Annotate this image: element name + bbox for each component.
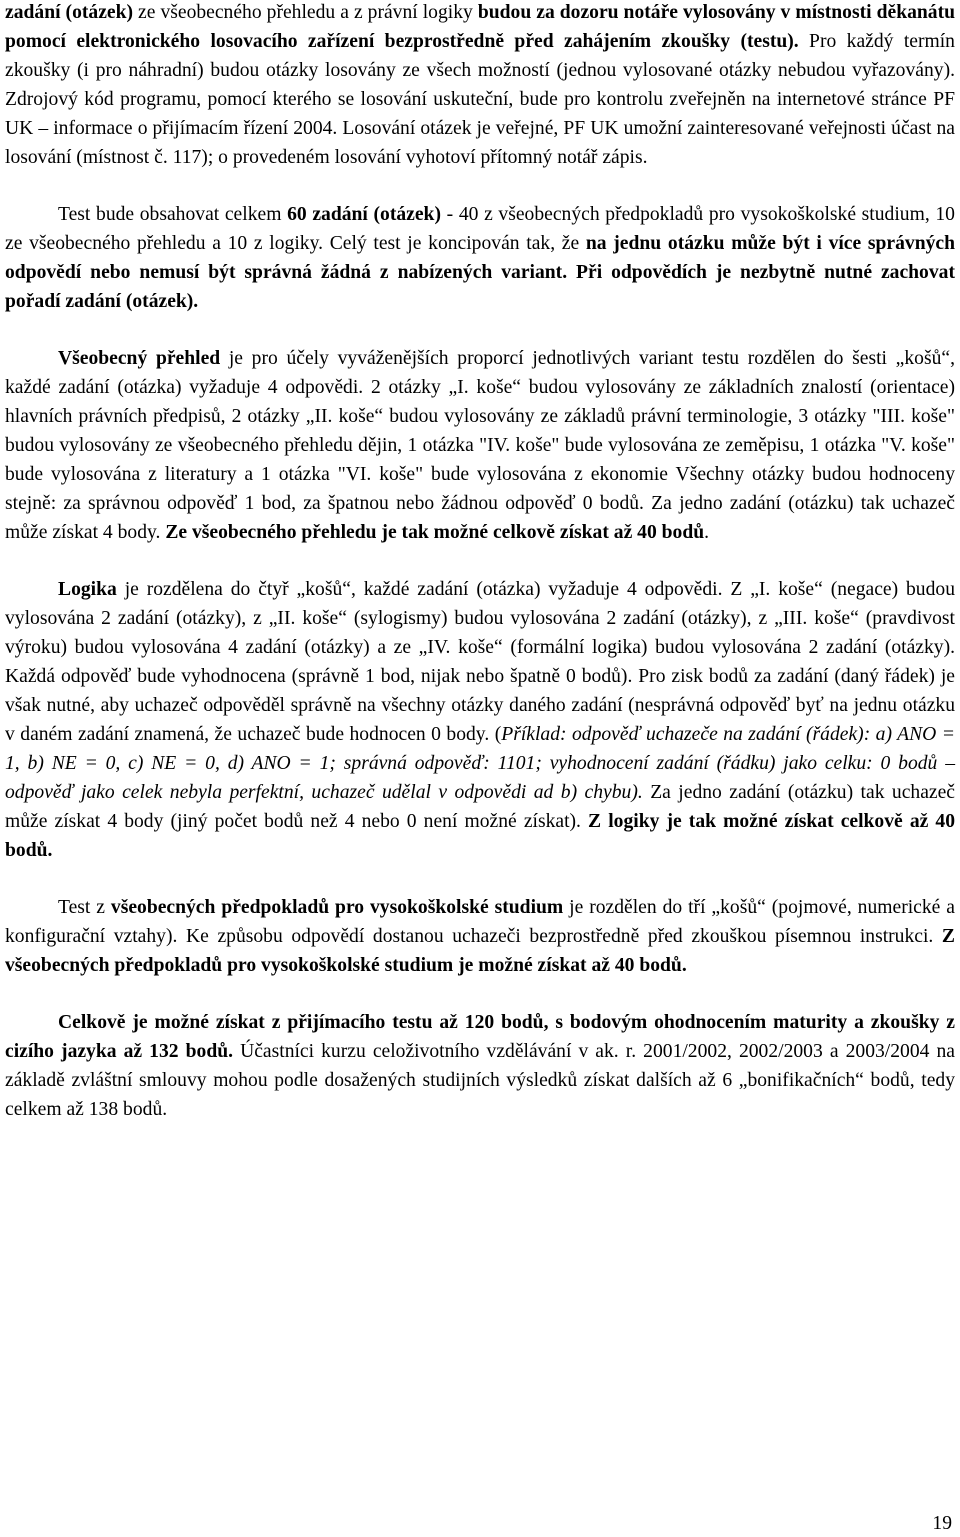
bold-text-run: 60 zadání (otázek) bbox=[287, 204, 441, 225]
text-run: - 40 z všeobecných předpokladů pro vysokoškolské studium, 10 ze všeobecného přehledu a 10 z logiky. Celý test je koncipován tak, že bbox=[5, 204, 955, 254]
paragraph-losovani bbox=[5, 0, 955, 172]
text-run: Test bude obsahovat celkem bbox=[58, 204, 288, 225]
text-run: . bbox=[704, 522, 710, 543]
document-page bbox=[5, 0, 955, 1124]
text-run: Test z bbox=[58, 897, 111, 918]
page-number: 19 bbox=[932, 1513, 952, 1534]
italic-text-run: Příklad: odpověď uchazeče na zadání (řádek): a) ANO = 1, b) NE = 0, c) NE = 0, d) ANO = 1; správná odpověď: 1101; vyhodnocení zadání (řádku) jako celku: 0 bodů – odpověď jako celek nebyla perfektní, uchazeč udělal v odpovědi ad b) chybu). bbox=[5, 724, 955, 803]
bold-text-run: zadání (otázek) bbox=[5, 2, 134, 23]
paragraph-celkove-body bbox=[5, 1008, 955, 1124]
paragraph-gap bbox=[5, 865, 955, 893]
paragraph-gap bbox=[5, 316, 955, 344]
paragraph-test-structure bbox=[5, 200, 955, 316]
bold-text-run: všeobecných předpokladů pro vysokoškolské studium bbox=[110, 897, 564, 918]
bold-text-run: budou za dozoru notáře vylosovány v místnosti děkanátu pomocí elektronického losovacího zařízení bezprostředně před zahájením zkoušky (testu). bbox=[5, 2, 955, 52]
paragraph-vseobecny-prehled bbox=[5, 344, 955, 547]
bold-text-run: Logika bbox=[58, 579, 117, 600]
bold-text-run: Při odpovědích je nezbytně nutné zachovat pořadí zadání (otázek). bbox=[5, 262, 955, 312]
paragraph-gap bbox=[5, 547, 955, 575]
bold-text-run: Ze všeobecného přehledu je tak možné celkově získat až 40 bodů bbox=[165, 522, 705, 543]
text-run bbox=[567, 262, 576, 283]
bold-text-run: Z logiky je tak možné získat celkově až 40 bodů. bbox=[5, 811, 955, 861]
bold-text-run: Celkově je možné získat z přijímacího testu až 120 bodů, s bodovým ohodnocením maturity a zkoušky z cizího jazyka až 132 bodů. bbox=[5, 1012, 955, 1062]
text-run: Pro každý termín zkoušky (i pro náhradní) budou otázky losovány ze všech možností (jednou vylosované otázky nebudou vyřazovány). Zdrojový kód programu, pomocí kterého se losování uskuteční, bude pro kontrolu zveřejněn na internetové stránce PF UK – informace o přijímacím řízení 2004. Losování otázek je veřejné, PF UK umožní zainteresované veřejnosti účast na losování (místnost č. 117); o provedeném losování vyhotoví přítomný notář zápis. bbox=[5, 31, 955, 168]
paragraph-gap bbox=[5, 980, 955, 1008]
text-run: je rozdělena do čtyř „košů“, každé zadání (otázka) vyžaduje 4 odpovědi. Z „I. koše“ (negace) budou vylosována 2 zadání (otázky), z „II. koše“ (sylogismy) budou vylosována 2 zadání (otázky), z „III. koše“ (pravdivost výroku) budou vylosována 4 zadání (otázky) a ze „IV. koše“ (formální logika) budou vylosována 2 zadání (otázky). Každá odpověď bude vyhodnocena (správně 1 bod, nijak nebo špatně 0 bodů). Pro zisk bodů za zadání (daný řádek) je však nutné, aby uchazeč odpověděl správně na všechny otázky daného zadání (nesprávná odpověď byť na jednu otázku v daném zadání znamená, že uchazeč bude hodnocen 0 body. ( bbox=[5, 579, 955, 745]
text-run: je rozdělen do tří „košů“ (pojmové, numerické a konfigurační vztahy). Ke způsobu odpovědí dostanou uchazeči bezprostředně před zkouškou písemnou instrukci. bbox=[5, 897, 955, 947]
text-run: Za jedno zadání (otázku) tak uchazeč může získat 4 body (jiný počet bodů než 4 nebo 0 není možné získat). bbox=[5, 782, 955, 832]
paragraph-gap bbox=[5, 172, 955, 200]
paragraph-logika bbox=[5, 575, 955, 865]
text-run: je pro účely vyváženějších proporcí jednotlivých variant testu rozdělen do šesti „košů“, každé zadání (otázka) vyžaduje 4 odpovědi. 2 otázky „I. koše“ budou vylosovány ze základních znalostí (orientace) hlavních právních předpisů, 2 otázky „II. koše“ budou vylosovány ze základů právní terminologie, 3 otázky "III. koše" budou vylosovány ze všeobecného přehledu dějin, 1 otázka "IV. koše" bude vylosována ze zeměpisu, 1 otázka "V. koše" bude vylosována z literatury a 1 otázka "VI. koše" bude vylosována z ekonomie Všechny otázky budou hodnoceny stejně: za správnou odpověď 1 bod, za špatnou nebo žádnou odpověď 0 bodů. Za jedno zadání (otázku) tak uchazeč může získat 4 body. bbox=[5, 348, 955, 543]
paragraph-vseobecne-predpoklady bbox=[5, 893, 955, 980]
text-run: Účastníci kurzu celoživotního vzdělávání v ak. r. 2001/2002, 2002/2003 a 2003/2004 na základě zvláštní smlouvy mohou podle dosažených studijních výsledků získat dalších až 6 „bonifikačních“ bodů, tedy celkem až 138 bodů. bbox=[5, 1041, 955, 1120]
bold-text-run: Z všeobecných předpokladů pro vysokoškolské studium je možné získat až 40 bodů. bbox=[5, 926, 955, 976]
bold-text-run: Všeobecný přehled bbox=[58, 348, 221, 369]
bold-text-run: na jednu otázku může být i více správných odpovědí nebo nemusí být správná žádná z nabízených variant. bbox=[5, 233, 955, 283]
text-run: ze všeobecného přehledu a z právní logiky bbox=[133, 2, 478, 23]
